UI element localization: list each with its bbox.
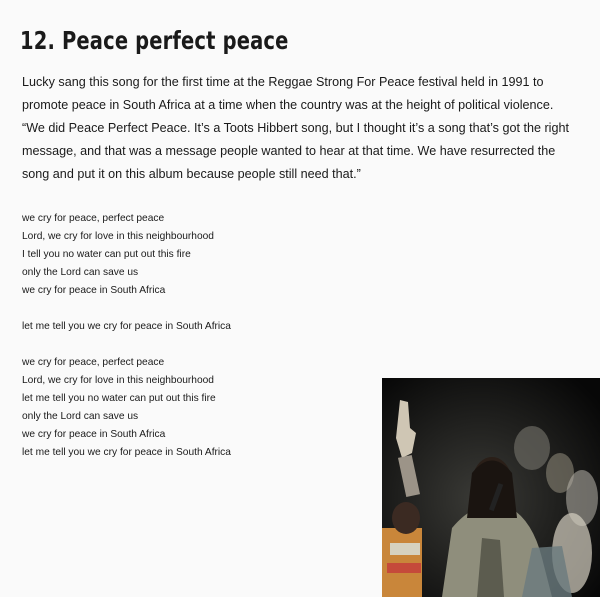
concert-photo-illustration bbox=[382, 378, 600, 597]
lyric-line: let me tell you no water can put out this fire bbox=[22, 393, 216, 404]
page-title bbox=[20, 26, 288, 55]
intro-line: Lucky sang this song for the first time at the Reggae Strong For Peace festival held in 1991 to bbox=[22, 75, 544, 89]
lyric-line: we cry for peace in South Africa bbox=[22, 429, 166, 440]
lyric-line: only the Lord can save us bbox=[22, 411, 139, 422]
intro-paragraph bbox=[22, 71, 569, 186]
intro-line: “We did Peace Perfect Peace. It’s a Toots Hibbert song, but I thought it’s a song that’s got the right bbox=[22, 121, 569, 135]
lyric-line: Lord, we cry for love in this neighbourhood bbox=[22, 231, 214, 242]
lyrics-block bbox=[22, 210, 342, 462]
lyric-line: only the Lord can save us bbox=[22, 267, 139, 278]
lyric-line: we cry for peace in South Africa bbox=[22, 285, 166, 296]
song-number: 12. bbox=[20, 26, 56, 55]
intro-line: promote peace in South Africa at a time when the country was at the height of political violence. bbox=[22, 98, 554, 112]
lyric-line: let me tell you we cry for peace in South Africa bbox=[22, 447, 231, 458]
lyric-line: Lord, we cry for love in this neighbourhood bbox=[22, 375, 214, 386]
lyric-line: we cry for peace, perfect peace bbox=[22, 213, 165, 224]
intro-line: message, and that was a message people wanted to hear at that time. We have resurrected the bbox=[22, 144, 556, 158]
lyric-line: we cry for peace, perfect peace bbox=[22, 357, 165, 368]
lyric-line: let me tell you we cry for peace in South Africa bbox=[22, 321, 231, 332]
stanza-gap bbox=[22, 300, 342, 318]
song-title: Peace perfect peace bbox=[61, 26, 289, 55]
stanza-gap bbox=[22, 336, 342, 354]
concert-photo bbox=[382, 378, 600, 597]
lyric-line: I tell you no water can put out this fire bbox=[22, 249, 191, 260]
intro-line: song and put it on this album because people still need that.” bbox=[22, 167, 361, 181]
